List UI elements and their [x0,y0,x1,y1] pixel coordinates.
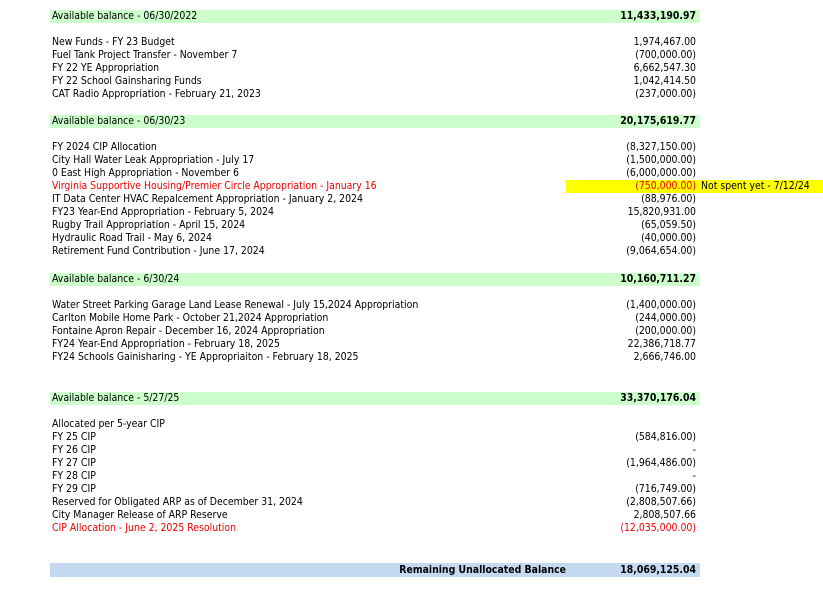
row-amount: - [692,470,696,482]
row-label: Rugby Trail Appropriation - April 15, 2024 [52,219,246,231]
row-label: New Funds - FY 23 Budget [52,36,175,48]
row-label: Water Street Parking Garage Land Lease Renewal - July 15,2024 Appropriation [52,299,419,311]
row-amount: (700,000.00) [635,49,696,61]
row-amount: 22,386,718.77 [627,338,696,350]
line-item-row [50,167,700,180]
total-label: Remaining Unallocated Balance [399,564,566,576]
row-amount: (6,000,000.00) [626,167,696,179]
row-label: FY24 Schools Gainisharing - YE Appropriaiton - February 18, 2025 [52,351,359,363]
row-amount: 10,160,711.27 [620,273,696,285]
balance-row [50,273,700,286]
balance-row [50,392,700,405]
line-item-row [50,351,700,364]
row-amount: (1,964,486.00) [626,457,696,469]
row-amount: (716,749.00) [635,483,696,495]
section-heading-row [50,418,700,431]
line-item-row [50,444,700,457]
line-item-row [50,88,700,101]
row-label: Reserved for Obligated ARP as of December 31, 2024 [52,496,303,508]
total-amount: 18,069,125.04 [620,564,696,576]
row-amount: (65,059.50) [641,219,696,231]
row-amount: (237,000.00) [635,88,696,100]
row-note: Not spent yet - 7/12/24 [700,180,823,193]
balance-row [50,10,700,23]
row-label: 0 East High Appropriation - November 6 [52,167,239,179]
row-label: Fontaine Apron Repair - December 16, 2024 Appropriation [52,325,325,337]
line-item-row [50,36,700,49]
line-item-row [50,496,700,509]
row-label: Retirement Fund Contribution - June 17, 2024 [52,245,265,257]
row-label: Fuel Tank Project Transfer - November 7 [52,49,238,61]
row-label: Hydraulic Road Trail - May 6, 2024 [52,232,212,244]
row-amount: - [692,444,696,456]
row-amount: (200,000.00) [635,325,696,337]
row-amount: 11,433,190.97 [620,10,696,22]
line-item-row [50,509,700,522]
line-item-row [50,470,700,483]
row-label: CIP Allocation - June 2, 2025 Resolution [52,522,237,534]
row-label: City Hall Water Leak Appropriation - July 17 [52,154,255,166]
row-label: FY 25 CIP [52,431,96,443]
row-label: City Manager Release of ARP Reserve [52,509,228,521]
row-amount: 2,666,746.00 [633,351,696,363]
row-amount: (584,816.00) [635,431,696,443]
balance-row [50,115,700,128]
row-label: FY 28 CIP [52,470,96,482]
row-amount: (2,808,507.66) [626,496,696,508]
row-amount: (9,064,654.00) [626,245,696,257]
line-item-row [50,206,700,219]
line-item-row [50,431,700,444]
row-label: FY 29 CIP [52,483,96,495]
row-label: Available balance - 06/30/23 [52,115,186,127]
row-label: Available balance - 06/30/2022 [52,10,198,22]
row-amount: (244,000.00) [635,312,696,324]
row-label: IT Data Center HVAC Repalcement Appropriation - January 2, 2024 [52,193,363,205]
row-amount: 1,974,467.00 [633,36,696,48]
line-item-row [50,75,700,88]
line-item-row [50,483,700,496]
line-item-row [50,193,700,206]
line-item-row [50,49,700,62]
total-row [50,563,700,577]
line-item-row [50,219,700,232]
row-amount: (750,000.00) [635,180,696,192]
row-label: FY24 Year-End Appropriation - February 18, 2025 [52,338,280,350]
line-item-row [50,299,700,312]
line-item-row [50,457,700,470]
row-label: FY 26 CIP [52,444,96,456]
row-amount: (8,327,150.00) [626,141,696,153]
row-amount: (1,400,000.00) [626,299,696,311]
row-amount: 20,175,619.77 [620,115,696,127]
row-label: CAT Radio Appropriation - February 21, 2023 [52,88,261,100]
row-amount: 15,820,931.00 [627,206,696,218]
row-label: Allocated per 5-year CIP [52,418,165,430]
row-amount: (40,000.00) [641,232,696,244]
row-amount: 33,370,176.04 [620,392,696,404]
line-item-row [50,325,700,338]
highlighted-line-item-row [50,180,700,193]
row-label: Available balance - 5/27/25 [52,392,180,404]
line-item-row [50,338,700,351]
row-label: FY 22 School Gainsharing Funds [52,75,202,87]
row-amount: (12,035,000.00) [620,522,696,534]
row-label: FY 27 CIP [52,457,96,469]
row-label: FY 22 YE Appropriation [52,62,160,74]
line-item-row [50,312,700,325]
line-item-row [50,522,700,535]
row-amount: (88,976.00) [641,193,696,205]
line-item-row [50,62,700,75]
line-item-row [50,232,700,245]
row-label: Virginia Supportive Housing/Premier Circle Appropriation - January 16 [52,180,377,192]
row-amount: 1,042,414.50 [633,75,696,87]
row-label: FY23 Year-End Appropriation - February 5, 2024 [52,206,274,218]
line-item-row [50,245,700,258]
row-amount: (1,500,000.00) [626,154,696,166]
row-amount: 6,662,547.30 [633,62,696,74]
row-label: Carlton Mobile Home Park - October 21,2024 Appropriation [52,312,329,324]
row-label: Available balance - 6/30/24 [52,273,180,285]
row-amount: 2,808,507.66 [633,509,696,521]
row-label: FY 2024 CIP Allocation [52,141,157,153]
line-item-row [50,154,700,167]
line-item-row [50,141,700,154]
